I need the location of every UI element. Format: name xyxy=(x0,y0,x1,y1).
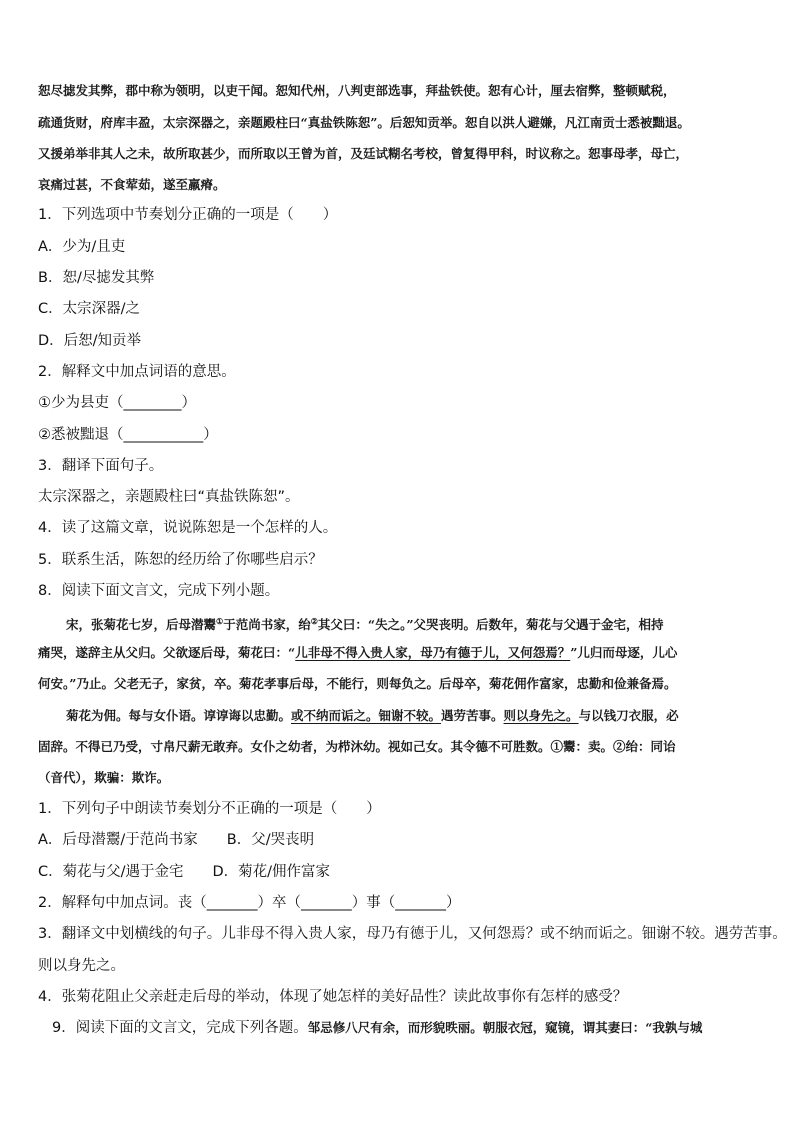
passage1-line-2: 疏通货财，府库丰盈，太宗深器之，亲题殿柱曰“真盐铁陈恕”。后恕知贡举。恕自以洪人避嫌，凡江南贡士悉被黜退。 xyxy=(38,115,690,130)
q1-stem: 1．下列选项中节奏划分正确的一项是（ ） xyxy=(38,207,338,223)
q2-item-1: ①少为县吏（________） xyxy=(38,395,196,411)
underlined-sentence: 则以身先之。 xyxy=(503,708,579,723)
section8-passage-line-5: 固辞。不得已乃受，寸帛尺薪无敢弃。女仆之幼者，为栉沐幼。视如己女。其令德不可胜数。①鬻：卖。②绐：同诒 xyxy=(38,739,676,754)
q2-stem: 2．解释文中加点词语的意思。 xyxy=(38,364,236,380)
q1-option-a: A．少为/且吏 xyxy=(38,239,126,255)
s8-q3-line-2: 则以身先之。 xyxy=(38,958,125,974)
s8-q3-line-1: 3．翻译文中划横线的句子。儿非母不得入贵人家，母乃有德于儿，又何怨焉？或不纳而诟之。钿谢不较。遇劳苦事。 xyxy=(38,926,787,942)
section8-passage-line-2: 痛哭，遂辞主从父归。父欲逐后母，菊花曰：“儿非母不得入贵人家，母乃有德于儿，又何怨焉？”儿归而母逐，儿心 xyxy=(38,645,678,660)
footnote-marker-1: ① xyxy=(216,616,224,626)
underlined-sentence: 儿非母不得入贵人家，母乃有德于儿，又何怨焉？ xyxy=(295,645,571,660)
q2-item-2: ②悉被黜退（___________） xyxy=(38,427,218,443)
passage1-line-3: 又援弟举非其人之未，故所取甚少，而所取以王曾为首，及廷试糊名考校，曾复得甲科，时议称之。恕事母孝，母亡， xyxy=(38,146,689,161)
q1-option-d: D．后恕/知贡举 xyxy=(38,333,142,349)
q5-stem: 5．联系生活，陈恕的经历给了你哪些启示？ xyxy=(38,552,323,568)
s8-q4-stem: 4．张菊花阻止父亲赶走后母的举动，体现了她怎样的美好品性？读此故事你有怎样的感受？ xyxy=(38,989,628,1005)
section8-passage-line-1: 宋，张菊花七岁，后母潜鬻①于范尚书家，绐②其父曰：“失之。”父哭丧明。后数年，菊花与父遇于金宅，相持 xyxy=(66,616,664,633)
s8-q1-options-ab: A．后母潜鬻/于范尚书家 B．父/哭丧明 xyxy=(38,832,315,848)
q1-option-c: C．太宗深器/之 xyxy=(38,301,141,317)
section9-line xyxy=(52,1019,702,1037)
passage1-line-1: 恕尽摅发其弊，郡中称为领明，以吏干闻。恕知代州，八判吏部选事，拜盐铁使。恕有心计，厘去宿弊，整顿赋税， xyxy=(38,83,676,98)
passage1-line-4: 哀痛过甚，不食荤茹，遂至羸瘠。 xyxy=(38,177,226,192)
section8-passage-line-6: （音代），欺骗：欺诈。 xyxy=(38,770,170,785)
section8-passage-line-4: 菊花为佣。每与女仆语。谆谆诲以忠勤。或不纳而诟之。钿谢不较。遇劳苦事。则以身先之。与以钱刀衣服，必 xyxy=(66,708,679,723)
q1-option-b: B．恕/尽摅发其弊 xyxy=(38,270,155,286)
s8-q1-options-cd: C．菊花与父/遇于金宅 D．菊花/佣作富家 xyxy=(38,864,331,880)
underlined-sentence: 或不纳而诟之。钿谢不较。 xyxy=(291,708,442,723)
section8-heading: 8．阅读下面文言文，完成下列小题。 xyxy=(38,583,280,599)
q4-stem: 4．读了这篇文章，说说陈恕是一个怎样的人。 xyxy=(38,520,338,536)
s8-q2-stem: 2．解释句中加点词。丧（_______）卒（_______）事（_______） xyxy=(38,895,461,911)
section9-text: 邹忌修八尺有余，而形貌昳丽。朝服衣冠，窥镜，谓其妻曰：“我孰与城 xyxy=(307,1020,703,1035)
q3-sentence: 太宗深器之，亲题殿柱曰“真盐铁陈恕”。 xyxy=(38,489,300,505)
section8-passage-line-3: 何安。”乃止。父老无子，家贫，卒。菊花孝事后母，不能行，则每负之。后母卒，菊花佣作富家，忠勤和俭兼备焉。 xyxy=(38,676,677,691)
s8-q1-stem: 1．下列句子中朗读节奏划分不正确的一项是（ ） xyxy=(38,801,381,817)
footnote-marker-2: ② xyxy=(310,616,318,626)
section9-heading: 9．阅读下面的文言文，完成下列各题。 xyxy=(52,1020,308,1036)
q3-stem: 3．翻译下面句子。 xyxy=(38,458,164,474)
